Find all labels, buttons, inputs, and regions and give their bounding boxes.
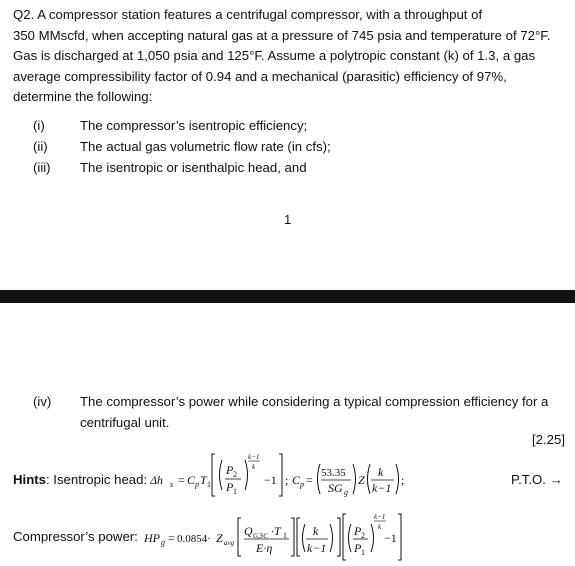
formula-p2-sub: 2 — [233, 470, 237, 479]
formula-p1: P — [354, 541, 362, 555]
hints-label-rest: : Isentropic head: — [45, 472, 148, 487]
formula-p1-sub: 1 — [361, 548, 365, 557]
formula-eq: = — [178, 473, 185, 487]
question-line: average compressibility factor of 0.94 and a mechanical (parasitic) efficiency of 97%, — [13, 68, 507, 84]
formula-sg-sub: g — [344, 488, 348, 497]
formula-bracket-left — [297, 518, 300, 556]
formula-p1-sub: 1 — [233, 487, 237, 496]
power-label: Compressor’s power: — [13, 529, 138, 544]
formula-paren-left — [303, 524, 306, 552]
formula-exp-den: k — [252, 463, 256, 471]
formula-bracket-left — [343, 514, 346, 560]
formula-bracket-left — [238, 518, 241, 556]
sub-question-text: The compressor’s isentropic efficiency; — [80, 118, 308, 133]
formula-k: k — [378, 465, 384, 479]
formula-q-sub: G,SC — [253, 532, 268, 540]
formula-T-sub: 1 — [207, 480, 211, 489]
formula-cp: C — [292, 473, 301, 487]
question-line: 350 MMscfd, when accepting natural gas at a pressure of 745 psia and temperature of 72°F. — [13, 27, 551, 43]
formula-lhs: Δh — [150, 473, 164, 487]
marks-label: [2.25] — [532, 432, 565, 447]
sub-question-text: The actual gas volumetric flow rate (in cfs); — [80, 139, 331, 154]
formula-p2-sub: 2 — [361, 531, 365, 540]
formula-q: Q — [244, 524, 253, 538]
formula-lhs-sub: s — [170, 480, 174, 489]
formula-km1: k−1 — [307, 541, 327, 555]
formula-paren-right — [353, 464, 356, 494]
formula-paren-right — [245, 460, 248, 490]
formula-paren-left — [349, 524, 352, 552]
formula-hp: HP — [144, 531, 160, 545]
question-text — [13, 5, 569, 108]
formula-T: T — [200, 473, 207, 487]
formula-paren-left — [318, 464, 321, 494]
formula-z: Z — [358, 473, 365, 487]
formula-exp-num: k−1 — [248, 453, 260, 461]
formula-p2: P — [226, 463, 234, 477]
sub-question-number: (i) — [33, 118, 45, 133]
sub-question-text: The compressor’s power while considering a typical compression efficiency for a centrifugal unit. — [80, 394, 549, 430]
formula-5335: 53.35 — [321, 467, 346, 479]
sub-question-item — [33, 157, 331, 178]
sub-question-number: (iv) — [33, 394, 52, 409]
sub-question-item — [33, 115, 331, 136]
page-number: 1 — [284, 212, 292, 227]
formula-paren-left — [368, 464, 371, 494]
formula-end: ; — [401, 473, 405, 487]
formula-eq: = — [306, 473, 313, 487]
formula-coef-sub: p — [195, 480, 199, 489]
question-line: Gas is discharged at 1,050 psia and 125°F. Assume a polytropic constant (k) of 1.3, a gas — [13, 48, 536, 63]
formula-sep: ; — [285, 473, 289, 487]
formula-paren-left — [220, 460, 223, 490]
formula-t-sub: 1 — [283, 531, 287, 540]
formula-minus-one: −1 — [264, 473, 277, 487]
formula-cp-sub: p — [300, 480, 304, 489]
formula-e-eta: E·η — [256, 541, 273, 555]
question-line: determine the following: — [13, 89, 153, 104]
formula-p1: P — [226, 480, 234, 494]
sub-question-item — [33, 391, 560, 433]
hints-label-bold: Hints — [13, 472, 46, 487]
formula-km1: k−1 — [372, 481, 392, 495]
formula-eq: = — [168, 531, 175, 545]
formula-k: k — [313, 524, 319, 538]
sub-question-item — [33, 136, 331, 157]
formula-coef: C — [187, 473, 196, 487]
formula-dot-T: ·T — [271, 524, 281, 538]
question-line: Q2. A compressor station features a centrifugal compressor, with a throughput of — [13, 7, 483, 22]
sub-question-number: (ii) — [33, 139, 48, 154]
formula-bracket-right — [279, 454, 282, 496]
formula-z: Z — [216, 531, 223, 545]
sub-question-number: (iii) — [33, 160, 51, 175]
hints-label — [13, 472, 147, 487]
formula-minus-one: −1 — [384, 531, 397, 545]
formula-const: 0.0854· — [177, 533, 211, 545]
formula-exp-den: k — [378, 523, 382, 531]
formula-sg: SG — [328, 481, 343, 495]
pto-label: P.T.O. → — [511, 472, 563, 487]
formula-paren-right — [330, 524, 333, 552]
page-divider — [0, 290, 575, 303]
formula-z-sub: avg — [224, 539, 235, 547]
formula-bracket-right — [398, 514, 401, 560]
formula-bracket-right — [337, 518, 340, 556]
formula-bracket-left — [212, 454, 215, 496]
formula-hp-sub: g — [161, 538, 165, 547]
formula-exp-num: k−1 — [374, 513, 386, 521]
formula-bracket-right — [291, 518, 294, 556]
isentropic-head-formula — [150, 446, 410, 506]
formula-paren-right — [396, 464, 399, 494]
formula-paren-right — [371, 524, 374, 552]
compressor-power-formula — [144, 508, 404, 564]
sub-question-list — [33, 115, 331, 178]
sub-question-text: The isentropic or isenthalpic head, and — [80, 160, 307, 175]
formula-p2: P — [354, 524, 362, 538]
